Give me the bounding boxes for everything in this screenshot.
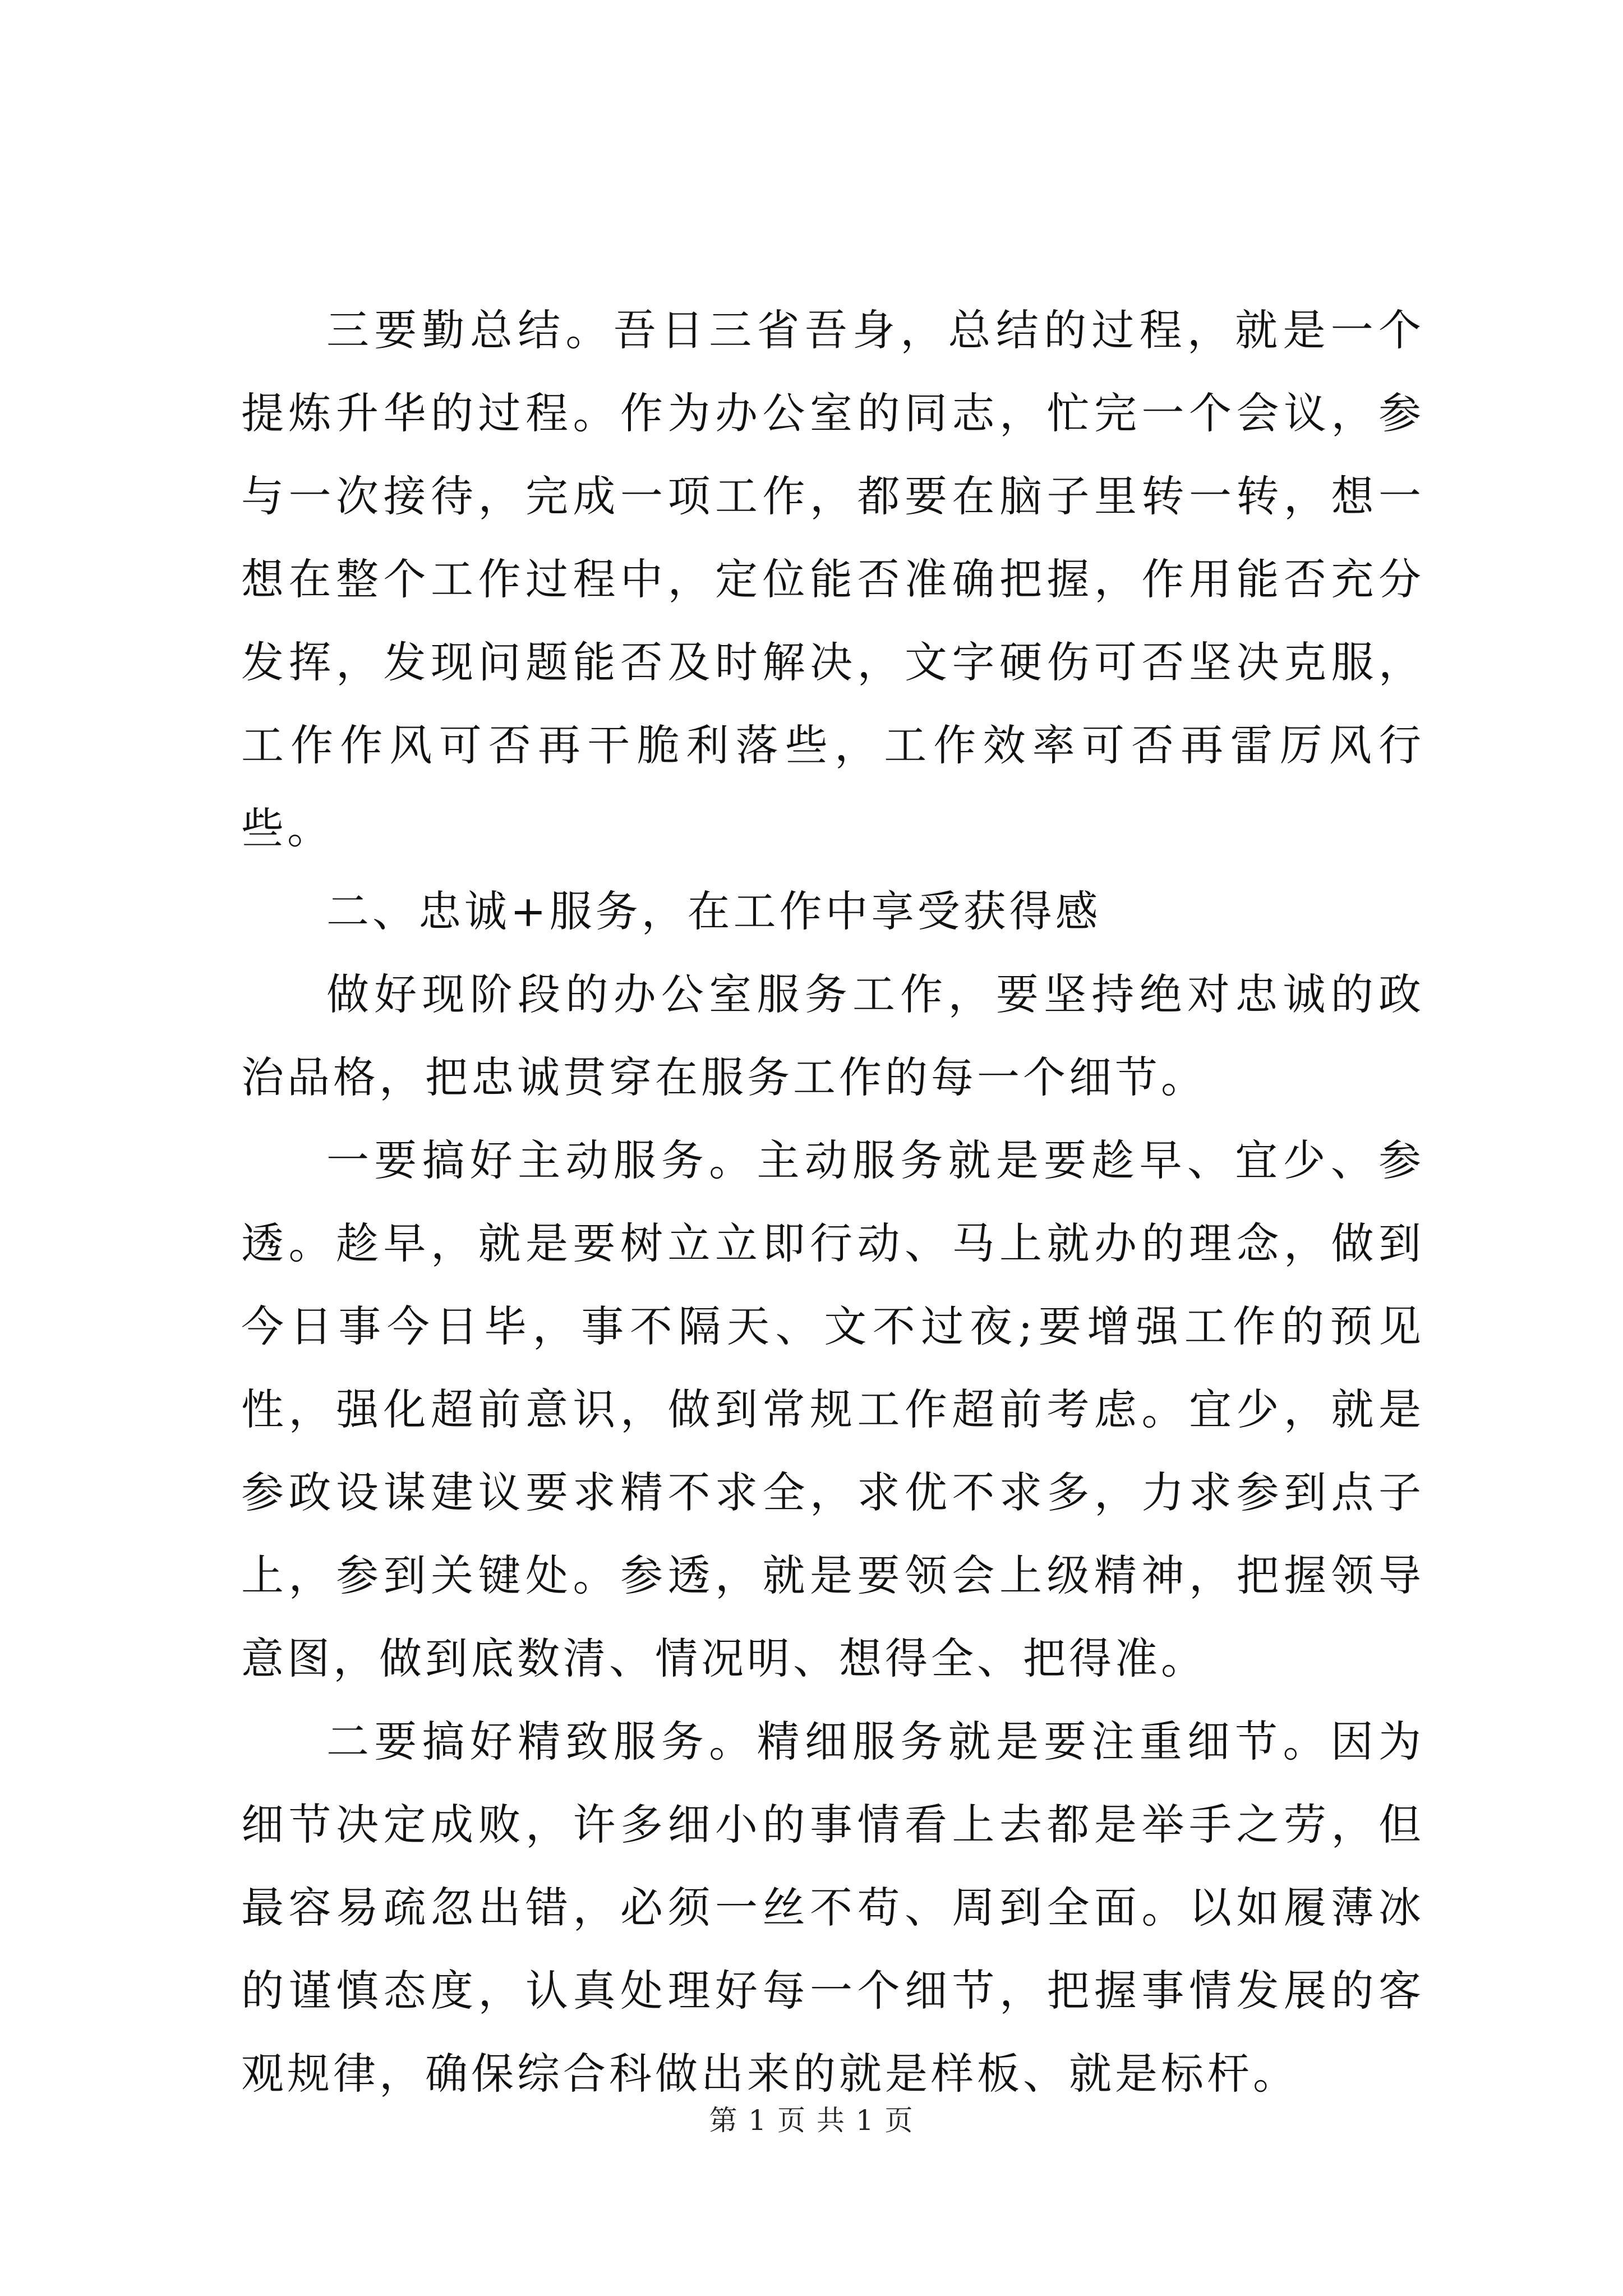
section-heading: 二、忠诚+服务，在工作中享受获得感: [326, 886, 1101, 936]
paragraph-summary: 三要勤总结。吾日三省吾身，总结的过程，就是一个提炼升华的过程。作为办公室的同志，忙完一个会议，参与一次接待，完成一项工作，都要在脑子里转一转，想一想在整个工作过程中，定位能否准确把握，作用能否充分发挥，发现问题能否及时解决，文字硬伤可否坚决克服，工作作风可否再干脆利落些，工作效率可否再雷厉风行些。: [241, 305, 1424, 853]
paragraph-proactive-service: 一要搞好主动服务。主动服务就是要趁早、宜少、参透。趁早，就是要树立立即行动、马上就办的理念，做到今日事今日毕，事不隔天、文不过夜;要增强工作的预见性，强化超前意识，做到常规工作超前考虑。宜少，就是参政设谋建议要求精不求全，求优不求多，力求参到点子上，参到关键处。参透，就是要领会上级精神，把握领导意图，做到底数清、情况明、想得全、把得准。: [241, 1135, 1424, 1683]
paragraph-loyalty: 做好现阶段的办公室服务工作，要坚持绝对忠诚的政治品格，把忠诚贯穿在服务工作的每一个细节。: [241, 969, 1424, 1102]
page-number: 第 1 页 共 1 页: [709, 2104, 914, 2137]
paragraph-refined-service: 二要搞好精致服务。精细服务就是要注重细节。因为细节决定成败，许多细小的事情看上去都是举手之劳，但最容易疏忽出错，必须一丝不苟、周到全面。以如履薄冰的谨慎态度，认真处理好每一个细节，把握事情发展的客观规律，确保综合科做出来的就是样板、就是标杆。: [241, 1717, 1424, 2099]
document-body: [241, 289, 1424, 2115]
